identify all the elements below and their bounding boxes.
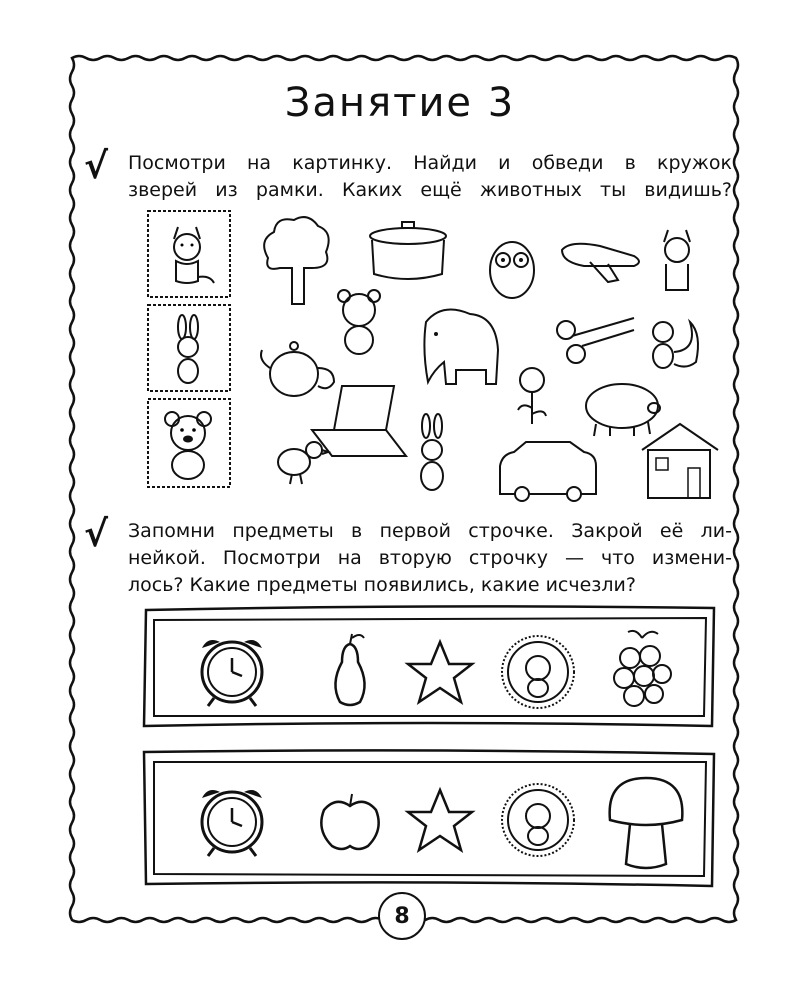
raspberry-icon [614,631,671,706]
animal-stamps [140,205,240,495]
alarm-clock-icon [202,790,262,856]
airplane-icon [562,244,639,282]
bear-icon [338,290,380,354]
chick-icon [278,442,328,484]
teapot-icon [261,342,334,396]
rabbit-icon [421,414,443,490]
car-icon [500,442,596,501]
pot-icon [370,222,446,279]
task2-text [128,518,732,599]
task2-line-1: Запомни предметы в первой строчке. Закрой её ли- [128,520,732,542]
star-icon [408,790,472,850]
alarm-clock-icon [202,640,262,706]
scene-items [250,210,730,500]
page-number: 8 [378,892,426,940]
house-icon [642,424,718,498]
check-mark-1: √ [84,146,109,187]
page-title: Занятие 3 [284,80,516,126]
tree-icon [264,217,329,304]
laptop-icon [312,386,406,456]
row-panel-2 [140,744,720,894]
squirrel-icon [653,322,698,368]
hedgehog-icon [502,784,574,856]
check-mark-2: √ [84,514,109,555]
task1-line-2: зверей из рамки. Каких ещё животных ты видишь? [128,179,732,201]
apple-icon [321,794,378,849]
task2-line-3: лось? Какие предметы появились, какие исчезли? [128,574,636,596]
elephant-icon [424,310,498,385]
pig-icon [586,384,660,436]
row-panel-1 [140,602,720,732]
star-icon [408,642,472,702]
flower-icon [518,368,546,424]
mushroom-icon [610,778,683,868]
bear-icon [148,399,230,487]
wolf-icon [664,230,690,290]
owl-icon [490,242,534,298]
rabbit-icon [148,305,230,391]
task2-line-2: нейкой. Посмотри на вторую строчку — что измени- [128,547,732,569]
task1-line-1: Посмотри на картинку. Найди и обведи в кружок [128,152,732,174]
wolf-icon [148,211,230,297]
pear-icon [335,634,364,705]
hedgehog-icon [502,636,574,708]
scissors-icon [557,318,634,363]
task1-text [128,150,732,204]
